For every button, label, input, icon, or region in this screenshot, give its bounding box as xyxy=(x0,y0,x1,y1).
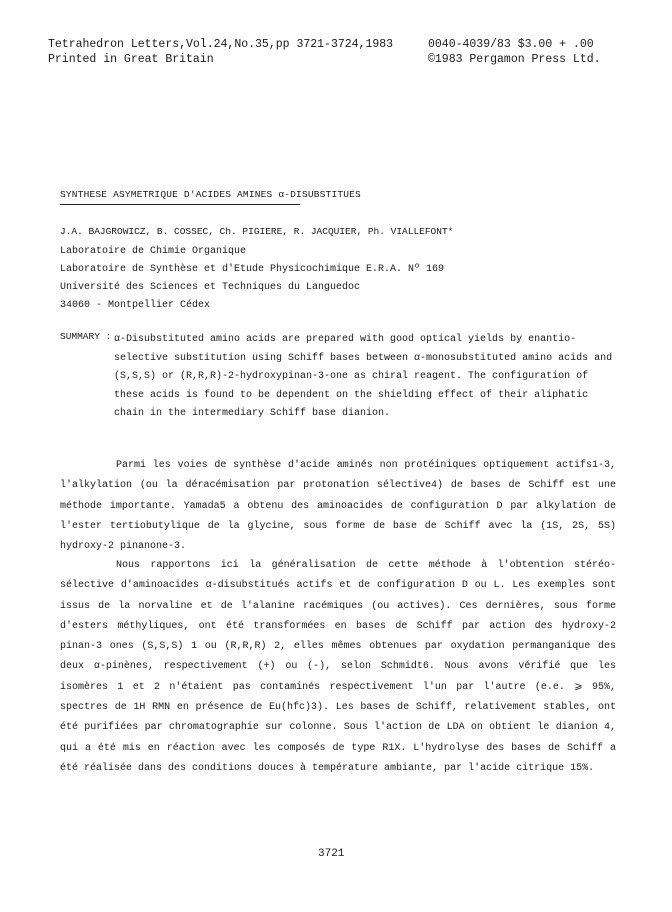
issn-price: 0040-4039/83 $3.00 + .00 xyxy=(428,38,594,51)
affiliation-3: Université des Sciences et Techniques du Languedoc xyxy=(60,282,361,293)
journal-citation: Tetrahedron Letters,Vol.24,No.35,pp 3721-3724,1983 xyxy=(48,38,394,51)
page-number: 3721 xyxy=(318,848,345,860)
title-underline xyxy=(60,204,300,205)
paragraph-2-text: Nous rapportons ici la généralisation de cette méthode à l'obtention stéréo-sélective d'aminoacides α-disubstitués actifs et de configuration D ou L. Les exemples sont issus de la norvaline et de l'alanine racémiques (ou actives). Ces dernières, sous forme d'esters méthyliques, ont été transformées en bases de Schiff par action des hydroxy-2 pinan-3 ones (S,S,S) 1 ou (R,R,R) 2, elles mêmes obtenues par oxydation permanganique des deux α-pinènes, respectivement (+) ou (-), selon Schmidt6. Nous avons vérifié que les isomères 1 et 2 n'étaient pas contaminés respectivement l'un par l'autre (e.e. ⩾ 95%, spectres de 1H RMN en présence de Eu(hfc)3). Les bases de Schiff, relativement stables, ont été purifiées par chromatographie sur colonne. Sous l'action de LDA on obtient le dianion 4, qui a été mis en réaction avec les composés de type R1X. L'hydrolyse des bases de Schiff a été réalisée dans des conditions douces à température ambiante, par l'acide citrique 15%. xyxy=(60,560,616,774)
body-paragraph-1 xyxy=(60,456,616,557)
body-paragraph-2 xyxy=(60,556,616,779)
summary-text: α-Disubstituted amino acids are prepared with good optical yields by enantio-selective substitution using Schiff bases between α-monosubstituted amino acids and (S,S,S) or (R,R,R)-2-hydroxypinan-3-one as chiral reagent. The configuration of these acids is found to be dependent on the shielding effect of their aliphatic chain in the intermediary Schiff base dianion. xyxy=(114,334,613,419)
printed-in: Printed in Great Britain xyxy=(48,53,214,66)
journal-header xyxy=(48,37,393,67)
affiliation-1: Laboratoire de Chimie Organique xyxy=(60,246,247,257)
copyright: ©1983 Pergamon Press Ltd. xyxy=(428,53,601,66)
affiliation-2: Laboratoire de Synthèse et d'Etude Physicochimique E.R.A. Nº 169 xyxy=(60,264,445,275)
price-header xyxy=(428,37,601,67)
summary-label: SUMMARY : xyxy=(60,331,112,342)
author-list: J.A. BAJGROWICZ, B. COSSEC, Ch. PIGIERE, R. JACQUIER, Ph. VIALLEFONT* xyxy=(60,226,454,237)
affiliation-4: 34060 - Montpellier Cédex xyxy=(60,300,211,311)
paragraph-1-text: Parmi les voies de synthèse d'acide aminés non protéiniques optiquement actifs1-3, l'alkylation (ou la déracémisation par protonation sélective4) de bases de Schiff est une méthode importante. Yamada5 a obtenu des aminoacides de configuration D par alkylation de l'ester tertiobutylique de la glycine, sous forme de base de Schiff avec la (1S, 2S, 5S) hydroxy-2 pinanone-3. xyxy=(60,460,616,553)
article-title: SYNTHESE ASYMETRIQUE D'ACIDES AMINES α-DISUBSTITUES xyxy=(60,189,361,200)
